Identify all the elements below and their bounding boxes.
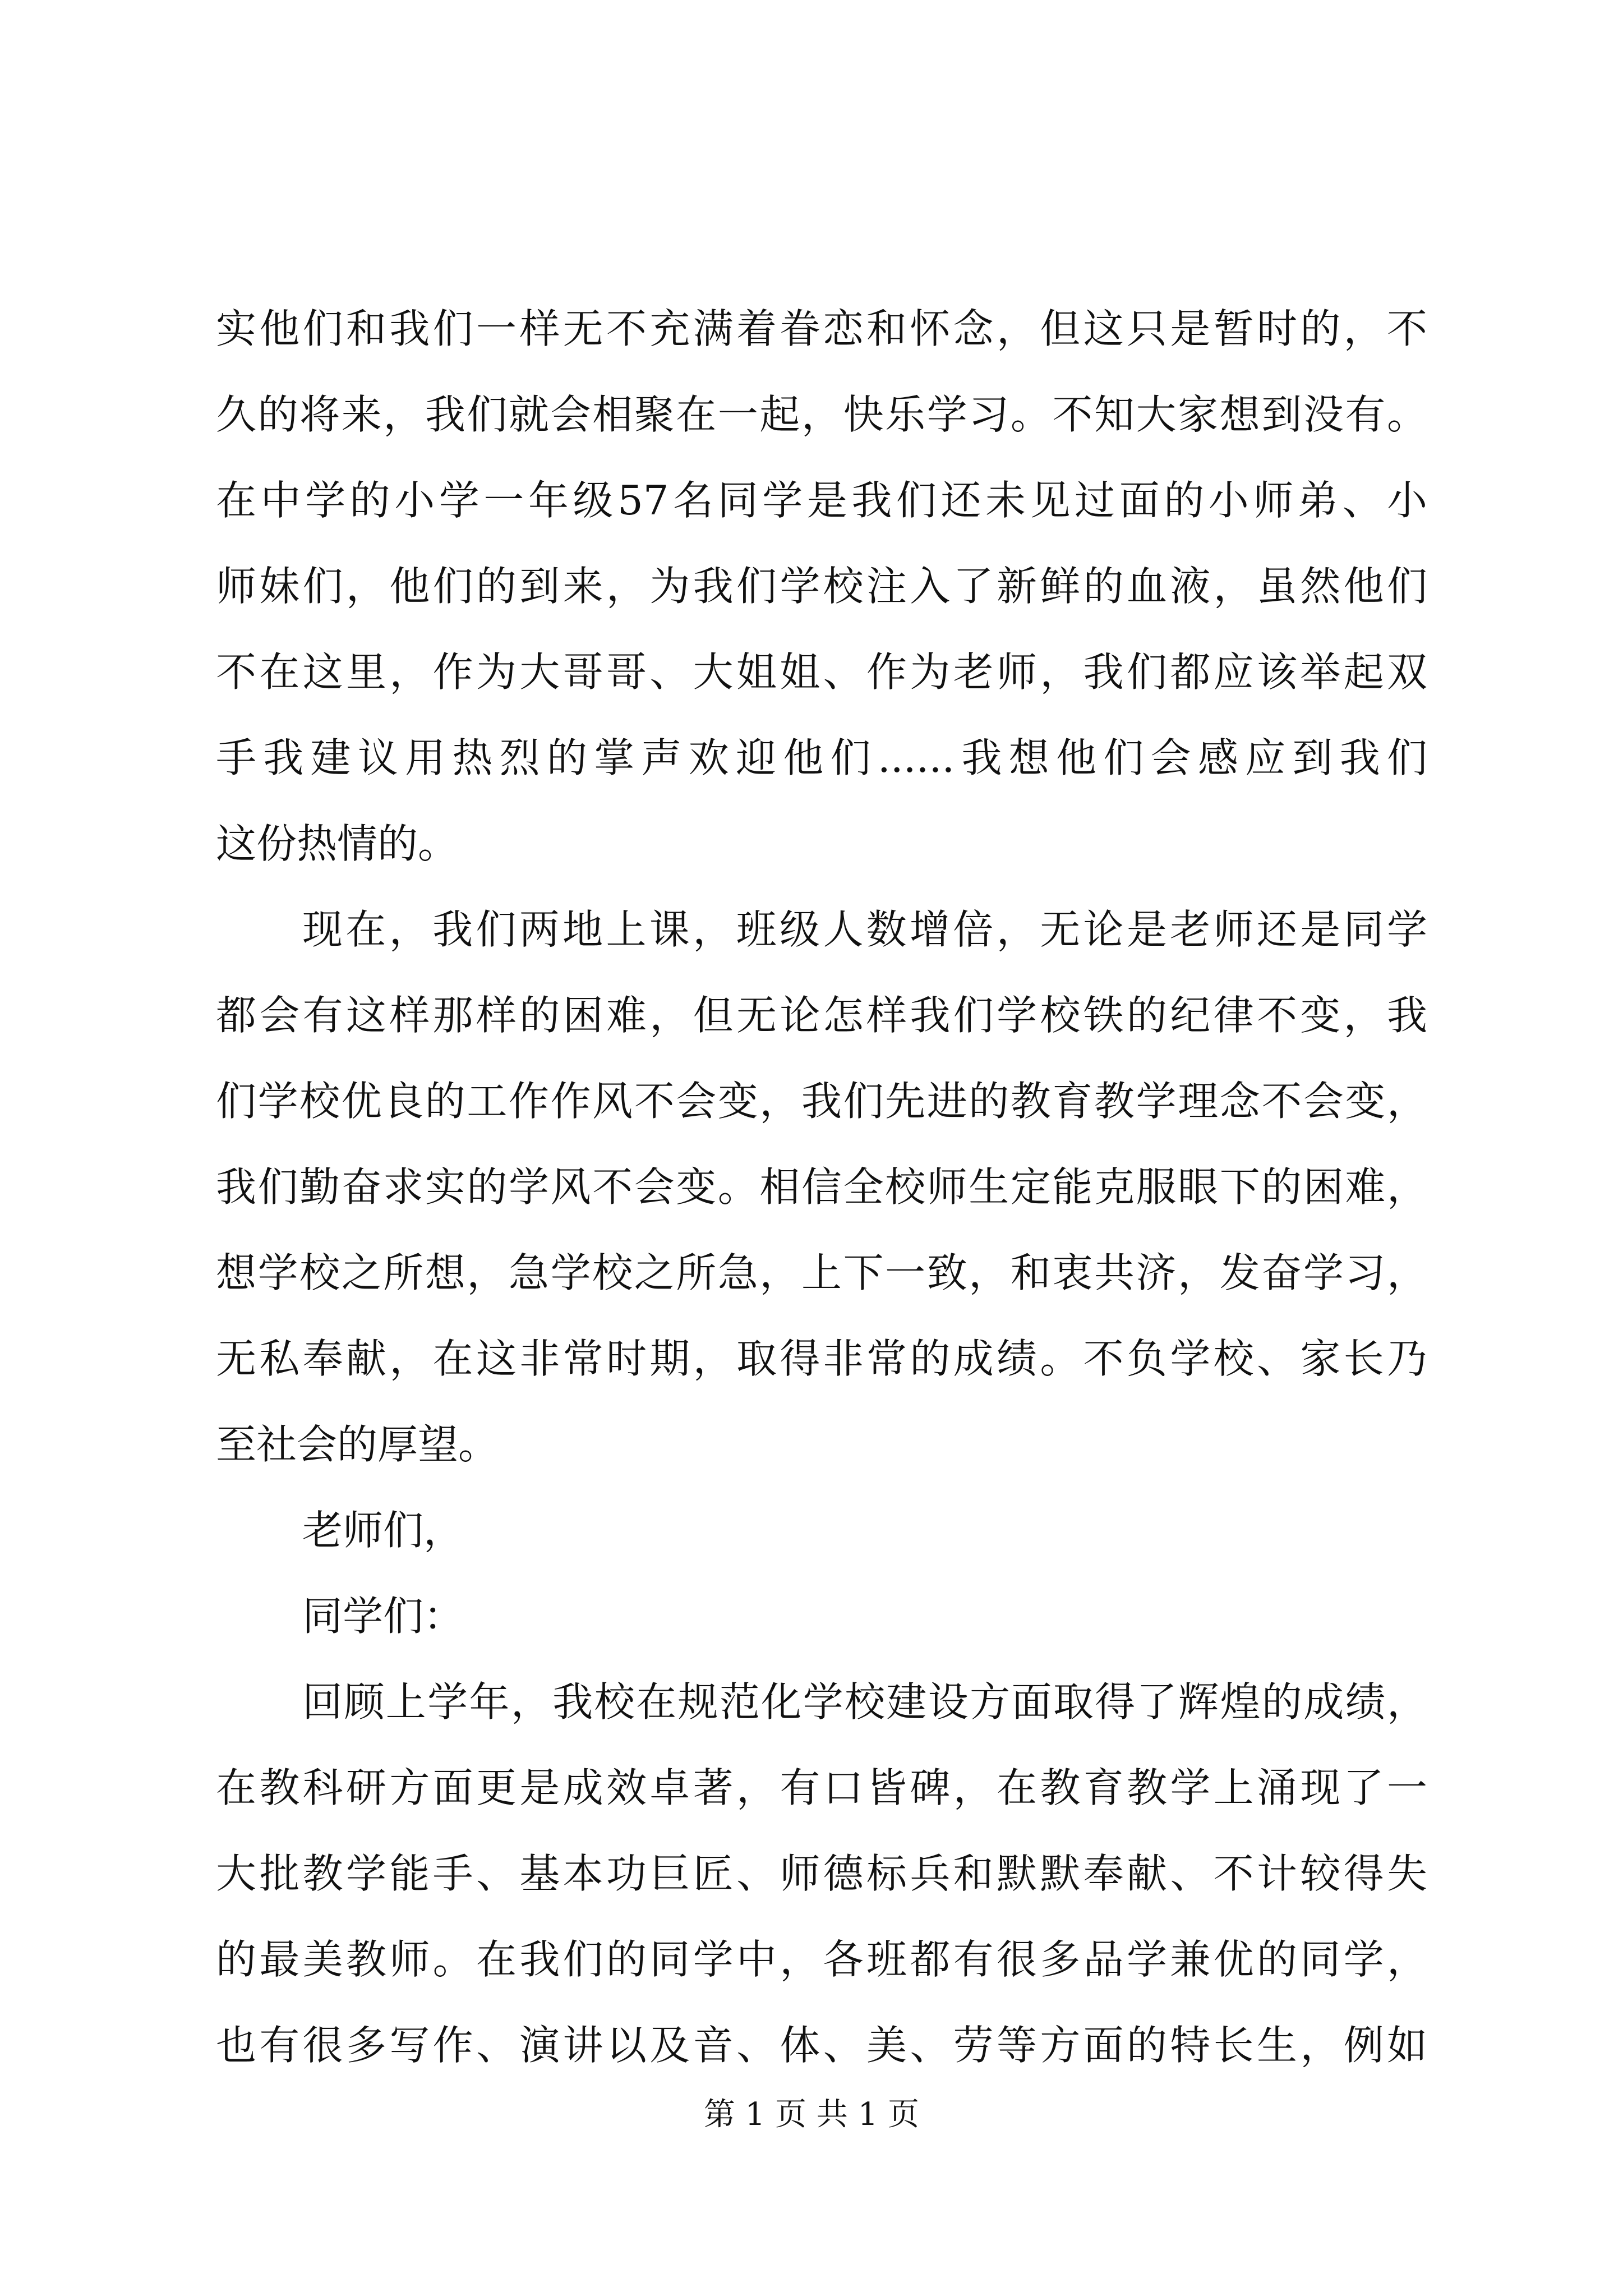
text-line: 手我建议用热烈的掌声欢迎他们......我想他们会感应到我们 [216, 734, 1427, 781]
text-line: 想学校之所想，急学校之所急，上下一致，和衷共济，发奋学习， [216, 1249, 1427, 1296]
text-line: 的最美教师。在我们的同学中，各班都有很多品学兼优的同学， [216, 1936, 1427, 1983]
text-line: 在中学的小学一年级57名同学是我们还未见过面的小师弟、小 [216, 477, 1427, 524]
text-line: 这份热情的。 [216, 820, 459, 867]
text-line: 都会有这样那样的困难，但无论怎样我们学校铁的纪律不变，我 [216, 992, 1427, 1039]
text-line: 我们勤奋求实的学风不会变。相信全校师生定能克服眼下的困难， [216, 1163, 1427, 1211]
text-line: 在教科研方面更是成效卓著，有口皆碑，在教育教学上涌现了一 [216, 1764, 1427, 1811]
paragraph-start-line: 现在，我们两地上课，班级人数增倍，无论是老师还是同学 [302, 906, 1427, 953]
text-line: 不在这里，作为大哥哥、大姐姐、作为老师，我们都应该举起双 [216, 648, 1427, 696]
text-line: 也有很多写作、演讲以及音、体、美、劳等方面的特长生，例如 [216, 2022, 1427, 2069]
text-line: 们学校优良的工作作风不会变，我们先进的教育教学理念不会变， [216, 1078, 1427, 1125]
text-line: 实他们和我们一样无不充满着眷恋和怀念，但这只是暂时的，不 [216, 305, 1427, 352]
page-number-label: 第 1 页 共 1 页 [703, 2096, 920, 2133]
paragraph-start-line: 回顾上学年，我校在规范化学校建设方面取得了辉煌的成绩， [302, 1678, 1427, 1726]
text-line: 大批教学能手、基本功巨匠、师德标兵和默默奉献、不计较得失 [216, 1850, 1427, 1897]
text-line: 师妹们，他们的到来，为我们学校注入了新鲜的血液，虽然他们 [216, 563, 1427, 610]
salutation-students: 同学们： [302, 1593, 464, 1640]
text-line: 无私奉献，在这非常时期，取得非常的成绩。不负学校、家长乃 [216, 1335, 1427, 1382]
page-footer [0, 2092, 1623, 2137]
document-body [216, 286, 1427, 2088]
text-line: 至社会的厚望。 [216, 1421, 499, 1468]
text-line: 久的将来，我们就会相聚在一起，快乐学习。不知大家想到没有。 [216, 391, 1427, 438]
salutation-teachers: 老师们， [302, 1507, 464, 1554]
